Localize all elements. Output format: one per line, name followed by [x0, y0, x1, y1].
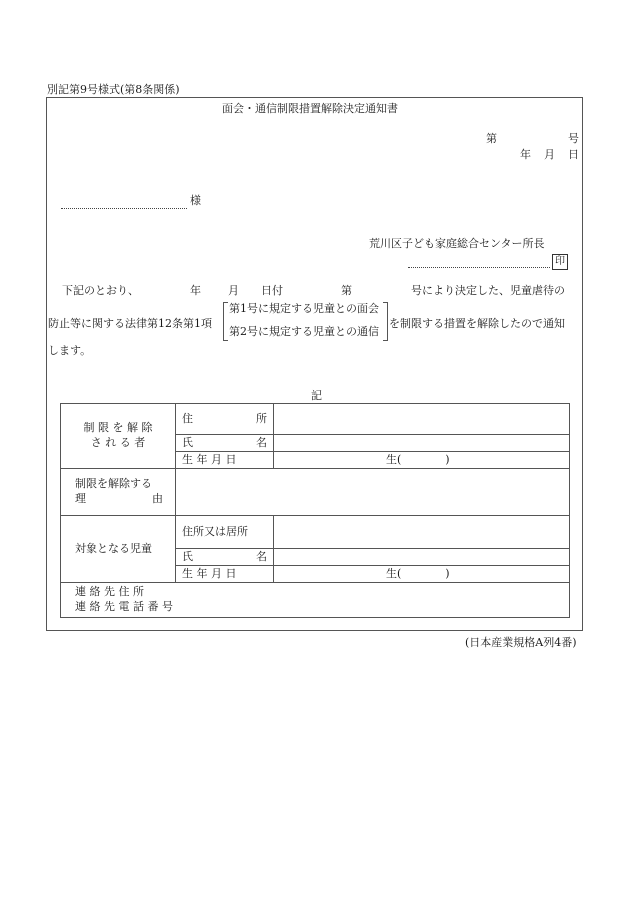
table-row	[61, 516, 570, 549]
child-name-label-cell	[176, 549, 274, 566]
subject-birth-value	[274, 452, 570, 469]
birth-value-text: 生( )	[386, 452, 450, 466]
addressee-line	[61, 208, 187, 209]
address-label-2: 所	[256, 411, 267, 425]
body-line2-a: 防止等に関する法律第12条第1項	[48, 317, 212, 330]
date-day: 日	[568, 148, 579, 161]
child-birth-label-cell	[176, 566, 274, 583]
form-label: 別記第9号様式(第8条関係)	[47, 83, 180, 96]
name-label-1: 氏	[182, 435, 193, 449]
doc-number-prefix: 第	[486, 132, 497, 145]
reason-label-1: 制限を解除する	[75, 477, 152, 491]
issuer-name: 荒川区子ども家庭総合センター所長	[369, 237, 545, 250]
table-row	[61, 469, 570, 516]
option-bracket-left	[223, 302, 228, 341]
child-birth-value-text: 生( )	[386, 566, 450, 580]
reason-label-3: 由	[152, 492, 163, 505]
date-month: 月	[544, 148, 555, 161]
subject-name-value	[274, 435, 570, 452]
body-line3: します。	[48, 344, 92, 357]
child-birth-label: 生 年 月 日	[182, 566, 237, 580]
table-row	[61, 583, 570, 618]
name-label-cell	[176, 435, 274, 452]
body-line1-a: 下記のとおり、	[62, 284, 139, 297]
child-address-label: 住所又は居所	[182, 524, 248, 538]
child-address-value	[274, 516, 570, 549]
seal-mark: 印	[552, 254, 568, 270]
issuer-signature-line	[408, 267, 550, 268]
addressee-suffix: 様	[190, 194, 201, 207]
option-bracket-right	[383, 302, 388, 341]
subject-label-cell	[61, 404, 176, 469]
birth-label-cell	[176, 452, 274, 469]
contact-cell	[61, 583, 570, 618]
doc-number-suffix: 号	[568, 132, 579, 145]
subject-label-2: さ れ る 者	[90, 436, 146, 449]
child-birth-value	[274, 566, 570, 583]
body-line1-year: 年	[190, 284, 201, 297]
body-line1-day: 日付	[261, 284, 283, 297]
child-name-label-1: 氏	[182, 549, 193, 563]
child-name-label-2: 名	[256, 549, 267, 563]
subject-address-value	[274, 404, 570, 435]
reason-label-2: 理	[75, 492, 86, 505]
reason-label-cell	[61, 469, 176, 516]
body-line2-b: を制限する措置を解除したので通知	[389, 317, 565, 330]
body-line1-b: 号により決定した、児童虐待の	[411, 284, 565, 297]
child-label-cell	[61, 516, 176, 583]
option-meeting: 第1号に規定する児童との面会	[229, 302, 379, 315]
body-line1-month: 月	[228, 284, 239, 297]
subject-label-1: 制 限 を 解 除	[83, 421, 153, 435]
record-table	[60, 403, 570, 618]
contact-label-1: 連 絡 先 住 所	[75, 585, 144, 599]
table-row	[61, 404, 570, 435]
ki-heading: 記	[311, 389, 322, 402]
child-label: 対象となる児童	[75, 541, 152, 555]
name-label-2: 名	[256, 435, 267, 449]
reason-value	[176, 469, 570, 516]
date-year: 年	[520, 148, 531, 161]
birth-label: 生 年 月 日	[182, 452, 237, 466]
document-title: 面会・通信制限措置解除決定通知書	[222, 102, 398, 115]
option-communication: 第2号に規定する児童との通信	[229, 325, 379, 338]
child-address-label-cell	[176, 516, 274, 549]
paper-size-note: (日本産業規格A列4番)	[465, 636, 577, 649]
body-line1-no: 第	[341, 284, 352, 297]
child-name-value	[274, 549, 570, 566]
address-label-1: 住	[182, 411, 193, 425]
address-label-cell	[176, 404, 274, 435]
contact-label-2: 連 絡 先 電 話 番 号	[75, 600, 173, 613]
